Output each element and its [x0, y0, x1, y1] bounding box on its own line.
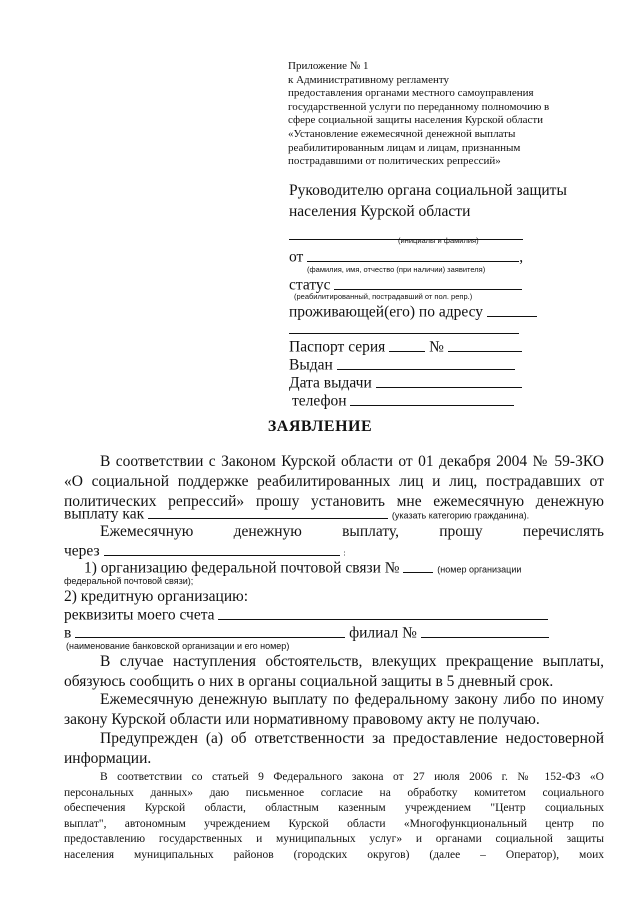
account-label: реквизиты моего счета [64, 606, 215, 624]
phone-field[interactable] [350, 390, 514, 406]
consent-line: предоставлению государственных и муниципальных услуг» и органами социальной защиты [64, 833, 604, 845]
initials-hint: (инициалы и фамилия) [398, 236, 479, 245]
option-bank-label: 2) кредитную организацию: [64, 588, 249, 605]
from-row: от , [289, 246, 523, 267]
statement-p4-line: закону Курской области или нормативному правовому акту не получаю. [64, 711, 540, 728]
consent-line: населения муниципальных районов (городских округов) (далее – Оператор), моих [64, 849, 604, 861]
addressee-line-2: населения Курской области [289, 203, 471, 220]
appendix-line: к Административному регламенту [288, 73, 450, 86]
address-label: проживающей(его) по адресу [289, 303, 484, 321]
phone-row [292, 390, 514, 411]
from-field[interactable] [307, 246, 519, 262]
statement-p1-line: политических репрессий» прошу установить мне ежемесячную денежную [64, 493, 604, 510]
passport-series-label: Паспорт серия [289, 338, 386, 356]
consent-line: обеспечения Курской области, областным казенным учреждением "Центр социальных [64, 802, 604, 814]
status-field[interactable] [334, 274, 522, 290]
appendix-line: предоставления органами местного самоуправления [288, 87, 534, 100]
statement-p3-line: обязуюсь сообщить о них в органы социальной защиты в 5 дневный срок. [64, 673, 554, 690]
statement-p5-line: информации. [64, 750, 152, 767]
document-title: ЗАЯВЛЕНИЕ [267, 418, 373, 435]
bank-in-label: в [64, 624, 72, 642]
branch-field[interactable] [421, 622, 549, 638]
consent-line: выплат", автономным учреждением Курской области «Многофункциональный центр по [64, 818, 604, 830]
category-field[interactable] [148, 503, 388, 519]
issue-date-field[interactable] [376, 372, 522, 388]
account-field[interactable] [218, 604, 548, 620]
branch-label: филиал № [349, 624, 417, 642]
statement-p5-line: Предупрежден (а) об ответственности за предоставление недостоверной [100, 730, 604, 747]
transfer-line: Ежемесячную денежную выплату, прошу перечислять [100, 523, 604, 540]
option-post-hint-2: федеральной почтовой связи); [64, 576, 194, 586]
option-post-label: 1) организацию федеральной почтовой связи № [84, 559, 400, 577]
appendix-header [288, 60, 549, 169]
category-label: выплату как [64, 505, 145, 523]
from-hint: (фамилия, имя, отчество (при наличии) заявителя) [307, 265, 486, 274]
passport-series-field[interactable] [389, 336, 425, 352]
statement-p3-line: В случае наступления обстоятельств, влекущих прекращение выплаты, [100, 653, 604, 670]
bank-hint: (наименование банковской организации и его номер) [66, 641, 290, 651]
post-office-number-field[interactable] [403, 557, 433, 573]
passport-number-field[interactable] [448, 336, 522, 352]
bank-name-field[interactable] [75, 622, 345, 638]
status-hint: (реабилитированный, пострадавший от пол. репр.) [294, 292, 473, 301]
via-row: через : [64, 540, 346, 564]
option-post-hint: (номер организации [437, 564, 522, 575]
consent-line: В соответствии со статьей 9 Федерального закона от 27 июля 2006 г. № 152-ФЗ «О [100, 771, 604, 783]
appendix-line: государственной услуги по переданному полномочию в [288, 100, 550, 113]
appendix-line: сфере социальной защиты населения Курской области [288, 114, 544, 127]
statement-p1-line: «О социальной поддержке реабилитированных лиц и лиц, пострадавших от [64, 473, 604, 490]
addressee-line-1: Руководителю органа социальной защиты [289, 182, 567, 199]
via-label: через [64, 542, 100, 560]
status-label: статус [289, 276, 331, 294]
from-label: от [289, 248, 304, 266]
appendix-line: Приложение № 1 [288, 60, 369, 72]
phone-label: телефон [292, 392, 347, 410]
via-field[interactable] [104, 540, 340, 556]
address-field[interactable] [487, 301, 537, 317]
appendix-line: «Установление ежемесячной денежной выплаты [288, 127, 516, 140]
passport-number-label: № [429, 338, 444, 356]
statement-p1-line: В соответствии с Законом Курской области от 01 декабря 2004 № 59-ЗКО [100, 453, 604, 470]
issued-field[interactable] [337, 354, 515, 370]
issued-label: Выдан [289, 356, 333, 374]
appendix-line: пострадавшими от политических репрессий» [288, 155, 501, 168]
statement-p4-line: Ежемесячную денежную выплату по федеральному закону либо по иному [100, 691, 604, 708]
appendix-line: реабилитированным лицам и лицам, признанным [288, 141, 521, 154]
issue-date-label: Дата выдачи [289, 374, 372, 392]
category-hint: (указать категорию гражданина). [391, 510, 530, 521]
consent-line: персональных данных» даю письменное согласие на обработку комитетом социального [64, 787, 604, 799]
